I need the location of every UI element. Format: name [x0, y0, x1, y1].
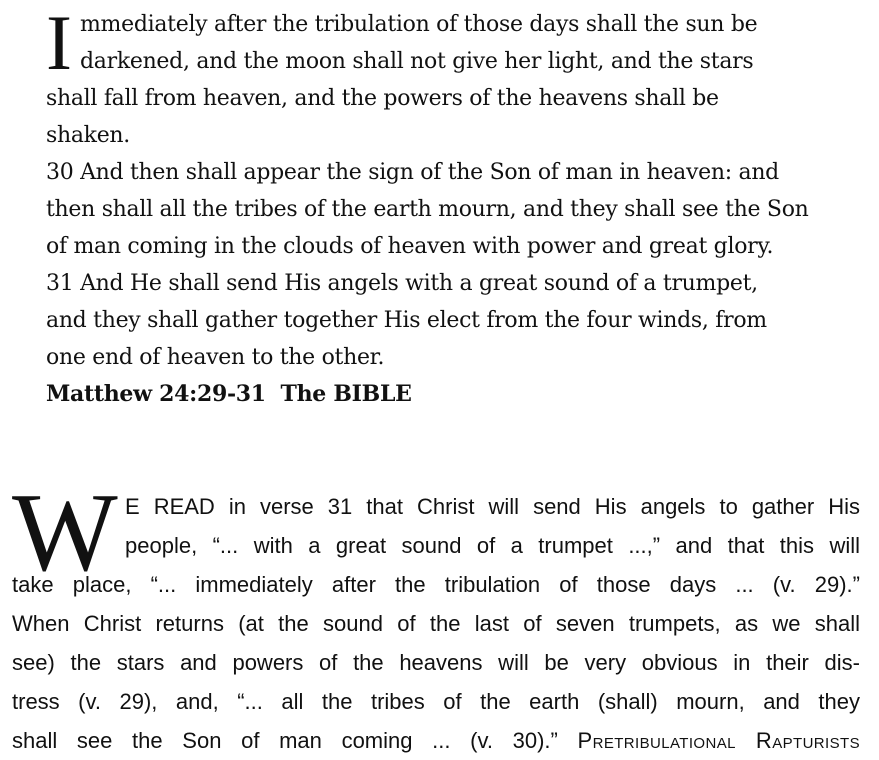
- scripture-line: of man coming in the clouds of heaven with power and great glory.: [46, 234, 774, 259]
- commentary-line: take place, “... immediately after the tribulation of those days ... (v. 29).”: [12, 572, 860, 597]
- scripture-citation: Matthew 24:29-31 The BIBLE: [46, 381, 412, 407]
- commentary-line: tress (v. 29), and, “... all the tribes of the earth (shall) mourn, and they: [12, 689, 860, 714]
- commentary-line: When Christ returns (at the sound of the last of seven trumpets, as we shall: [12, 611, 860, 636]
- commentary-line-last: [12, 721, 860, 760]
- scripture-line: 30 And then shall appear the sign of the Son of man in heaven: and: [46, 160, 779, 185]
- scripture-drop-cap: I: [46, 0, 72, 86]
- smallcaps-phrase: Pretribulational Rapturists: [577, 728, 860, 753]
- scripture-line: then shall all the tribes of the earth mourn, and they shall see the Son: [46, 197, 809, 222]
- commentary-paragraph: [12, 471, 860, 760]
- commentary-drop-cap: W: [12, 471, 118, 595]
- scripture-line: one end of heaven to the other.: [46, 345, 385, 370]
- scripture-line: shall fall from heaven, and the powers of the heavens shall be: [46, 86, 719, 111]
- scripture-quote: [46, 0, 866, 413]
- scripture-line: shaken.: [46, 123, 130, 148]
- scripture-line: 31 And He shall send His angels with a great sound of a trumpet,: [46, 271, 758, 296]
- scripture-line: and they shall gather together His elect from the four winds, from: [46, 308, 767, 333]
- commentary-line: people, “... with a great sound of a trumpet ...,” and that this will: [125, 533, 860, 558]
- scripture-line: darkened, and the moon shall not give her light, and the stars: [80, 49, 754, 74]
- commentary-line: E READ in verse 31 that Christ will send His angels to gather His: [125, 494, 860, 519]
- commentary-line-text: shall see the Son of man coming ... (v. 30).”: [12, 728, 558, 753]
- scripture-line: mmediately after the tribulation of those days shall the sun be: [80, 12, 758, 37]
- commentary-line: see) the stars and powers of the heavens will be very obvious in their dis-: [12, 650, 860, 675]
